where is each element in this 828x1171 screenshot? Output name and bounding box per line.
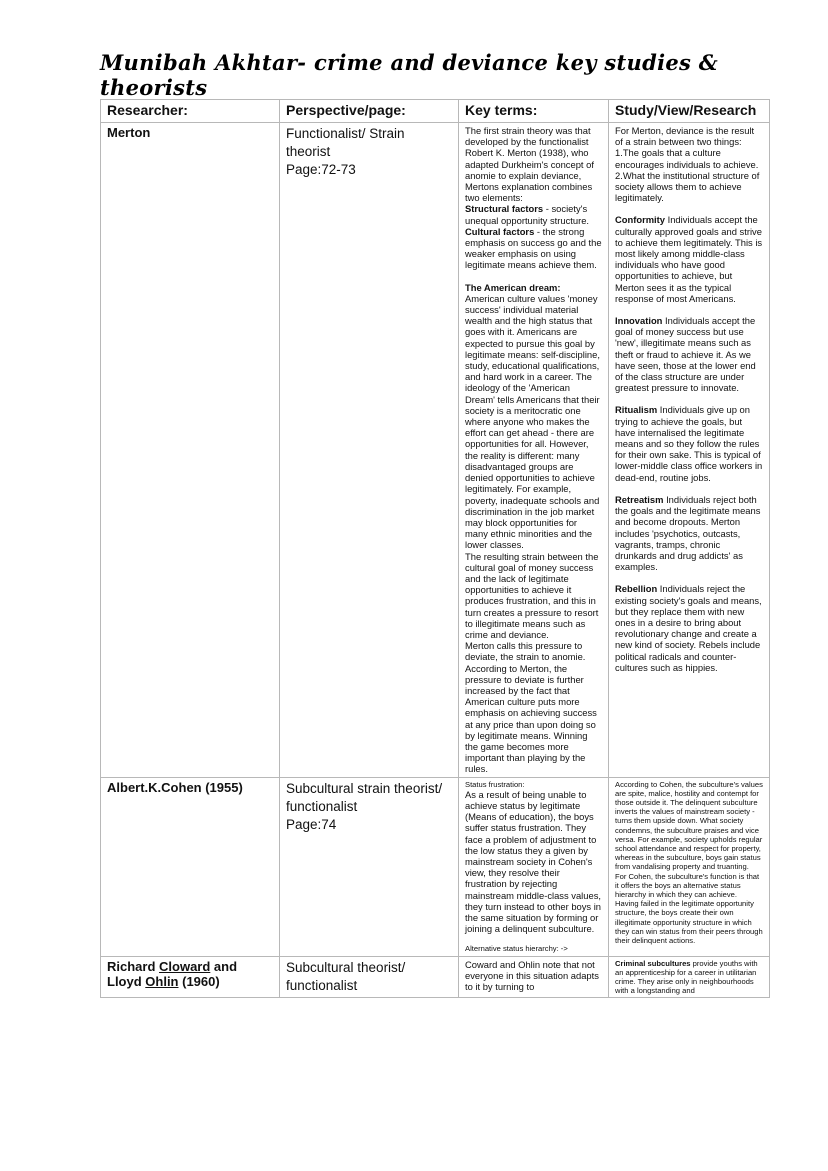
innovation-paragraph: Innovation Individuals accept the goal of money success but use 'new', illegitimate means such as theft or fraud to achieve it. As we have seen, those at the lower end of the class structure are under greatest pressure to innovate. [615,315,756,394]
ritualism-paragraph: Ritualism Individuals give up on trying to achieve the goals, but have internalised the legitimate means and so they follow the rules for their own sake. This is typical of lower-middle class office workers in dead-end, routine jobs. [615,404,763,483]
key-terms-intro: The first strain theory was that developed by the functionalist Robert K. Merton (1938), who adapted Durkheim's concept of anomie to explain deviance, Mertons explanation combines two elements: [465,125,594,204]
page-title: Munibah Akhtar- crime and deviance key studies & theorists [100,50,719,100]
cloward-key-text: Coward and Ohlin note that not everyone in this situation adapts to it by turning to [465,958,599,993]
perspective-cell [280,777,459,956]
study-point-2: 2.What the institutional structure of society allows them to achieve legitimately. [615,169,760,204]
structural-factors: Structural factors - society's unequal opportunity structure. [465,203,590,226]
table-row-merton [101,123,770,778]
header-perspective: Perspective/page: [280,100,459,123]
study-point-1: 1.The goals that a culture encourages individuals to achieve. [615,147,759,170]
study-cell [609,123,770,778]
header-researcher: Researcher: [101,100,280,123]
criminal-subcultures-paragraph: Criminal subcultures provide youths with an apprenticeship for a career in utilitarian crime. They arise only in neighbourhoods with a longstanding and [615,958,758,996]
theorists-table [100,99,770,998]
key-terms-cell [459,956,609,998]
key-terms-cell [459,123,609,778]
cultural-factors: Cultural factors - the strong emphasis on success go and the weaker emphasis on using legitimate means achieve them. [465,225,602,271]
study-intro: For Merton, deviance is the result of a strain between two things: [615,125,755,148]
header-key-terms: Key terms: [459,100,609,123]
researcher-cell [101,956,280,998]
perspective-text: Subcultural strain theorist/ functionalist [286,780,443,814]
page-ref: Page:72-73 [286,162,356,177]
cohen-paragraph-3: Having failed in the legitimate opportunity structure, the boys create their own illegitimate opportunity structure in which they can win status from their peers through their delinquent actions. [615,899,763,946]
header-study: Study/View/Research [609,100,770,123]
study-cell [609,777,770,956]
table-row-cloward-ohlin [101,956,770,998]
rebellion-paragraph: Rebellion Individuals reject the existing society's goals and means, but they replace them with new ones in a desire to bring about revolutionary change and create a new kind of society. Rebels include political radicals and counter-cultures such as hippies. [615,583,762,673]
status-frustration-heading: Status frustration: [465,779,525,789]
retreatism-paragraph: Retreatism Individuals reject both the goals and the legitimate means and become dropouts. Merton includes 'psychotics, outcasts, vagrants, tramps, chronic drunkards and drug addicts' as examples. [615,493,761,573]
researcher-cell [101,123,280,778]
cohen-paragraph-1: According to Cohen, the subculture's values are spite, malice, hostility and contempt for those outside it. The delinquent subculture inverts the values of mainstream society - turns them upside down. What society condemns, the subculture praises and vice versa. For example, society upholds regular school attendance and respect for property, whereas in the subculture, boys gain status from vandalising property and truanting. [615,779,763,872]
study-cell [609,956,770,998]
researcher-cell [101,777,280,956]
american-dream-heading: The American dream: [465,281,561,293]
conformity-paragraph: Conformity Individuals accept the culturally approved goals and strive to achieve them legitimately. This is most likely among middle-class individuals who have good opportunities to achieve, but Merton sees it as the typical response of most Americans. [615,214,763,304]
perspective-cell [280,123,459,778]
key-terms-cell [459,777,609,956]
cohen-paragraph-2: For Cohen, the subculture's function is that it offers the boys an alternative status hierarchy in which they can achieve. [615,871,760,900]
american-dream-text: American culture values 'money success' individual material wealth and the high status that goes with it. Americans are expected to pursue this goal by legitimate means: self-discipline, study, educational qualifications, and hard work in a career. The ideology of the 'American Dream' tells Americans that their society is a meritocratic one where anyone who makes the effort can get ahead - there are opportunities for all. However, the reality is different: many disadvantaged groups are denied opportunities to achieve legitimately. For example, poverty, inadequate schools and discrimination in the job market may block opportunities for many ethnic minorities and the lower classes. [465,292,600,551]
perspective-cell [280,956,459,998]
page-ref: Page:74 [286,816,337,832]
perspective-text: Subcultural theorist/ functionalist [286,959,406,993]
status-frustration-text: As a result of being unable to achieve status by legitimate (Means of education), the boys suffer status frustration. They face a problem of adjustment to the low status they a given by mainstream society in Cohen's view, they resolve their frustration by rejecting mainstream middle-class values, they turn instead to other boys in the same situation by forming or joining a delinquent subculture. [465,788,602,935]
researcher-name: Albert.K.Cohen (1955) [107,779,243,795]
strain-text: The resulting strain between the cultural goal of money success and the lack of legitimate opportunities to achieve it produces frustration, and this in turn creates a pressure to resort to illegitimate means such as crime and deviance. [465,550,599,640]
researcher-name: Merton [107,125,151,140]
perspective-text: Functionalist/ Strain theorist [286,126,405,159]
anomie-text: Merton calls this pressure to deviate, the strain to anomie. According to Merton, the pressure to deviate is further increased by the fact that American culture puts more emphasis on achieving success at any price than upon doing so by legitimate means. Winning the game becomes more important than playing by the rules. [465,640,597,775]
header-row [101,100,770,123]
table-row-cohen [101,777,770,956]
researcher-name: Richard Cloward and Lloyd Ohlin (1960) [107,958,238,989]
alt-status-footer: Alternative status hierarchy: -> [465,944,568,954]
